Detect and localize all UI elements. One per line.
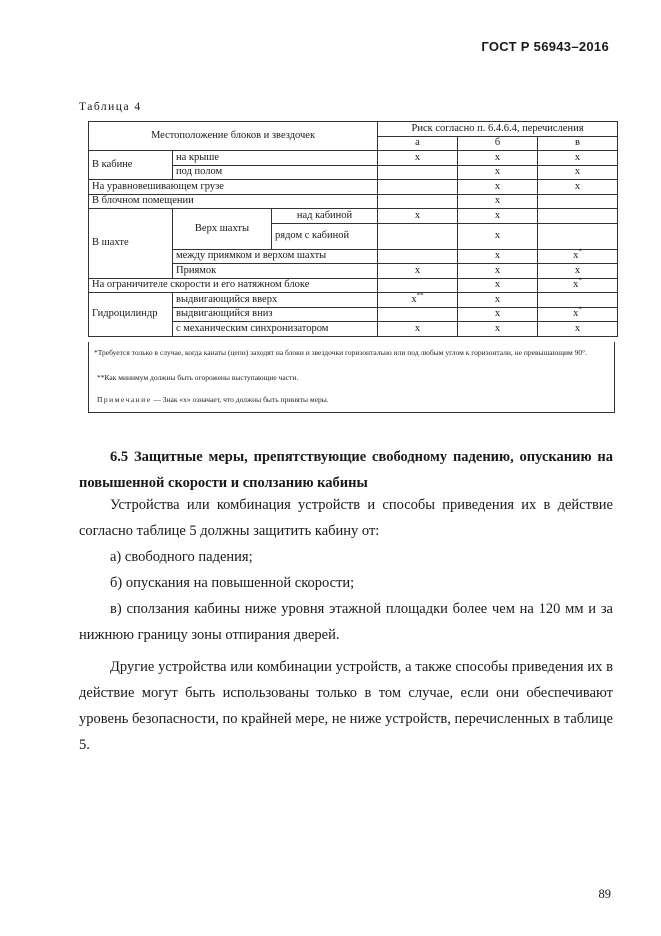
cell-pit: Приямок [173,264,378,279]
cell-mark: х [458,180,538,195]
table-row [89,194,618,209]
cell-floor: под полом [173,165,378,180]
cell-mark: х [458,307,538,322]
cell-shaft-top: Верх шахты [173,209,272,250]
table-row [89,151,618,166]
footnote-mark: ** [416,291,424,300]
cell-limiter: На ограничителе скорости и его натяжном блоке [89,278,378,293]
list-item-v: в) сползания кабины ниже уровня этажной площадки более чем на 120 мм и за нижнюю границу зоны отпирания дверей. [79,601,613,643]
cell-mark: х [538,264,618,279]
cell-empty [378,165,458,180]
table-row [89,278,618,293]
cell-counterweight: На уравновешивающем грузе [89,180,378,195]
cell-mark: х [458,249,538,264]
cell-hydro: Гидроцилиндр [89,293,173,337]
remark-label: Примечание [97,395,152,404]
cell-mark: х [538,322,618,337]
standard-header: ГОСТ Р 56943–2016 [481,39,609,54]
table-row [89,293,618,308]
cell-mark: х [458,293,538,308]
cell-empty [378,307,458,322]
header-a: а [378,136,458,151]
mark-text: х [573,279,579,291]
cell-mark-footnote [538,278,618,293]
paragraph-2: Другие устройства или комбинации устройств, а также способы приведения их в действие могут быть использованы только в том случае, если они обеспечивают уровень безопасности, по крайней мере, не ниже устройств, перечисленных в таблице 5. [79,659,613,753]
footnote-mark: * [578,305,582,314]
cell-mark: х [458,165,538,180]
cell-mark: х [458,209,538,224]
header-b: б [458,136,538,151]
header-risk: Риск согласно п. 6.4.6.4, перечисления [378,122,618,137]
cell-empty [378,180,458,195]
paragraph-1: Устройства или комбинация устройств и способы приведения их в действие согласно таблице 5 должны защитить кабину от: [79,497,613,539]
cell-empty [378,223,458,249]
cell-mark: х [538,180,618,195]
cell-mark-footnote [378,293,458,308]
cell-mark: х [378,209,458,224]
list-item-b: б) опускания на повышенной скорости; [110,575,355,591]
cell-mark: х [458,194,538,209]
cell-mark: х [378,151,458,166]
remark-text: — Знак «х» означает, что должны быть приняты меры. [153,395,329,404]
table-row [89,180,618,195]
cell-empty [538,223,618,249]
footnote-mark: * [578,247,582,256]
table-notes [88,342,615,413]
table-4 [88,121,618,337]
cell-roof: на крыше [173,151,378,166]
cell-near-cabin: рядом с кабиной [272,223,378,249]
cell-mark: х [538,165,618,180]
table-remark [97,395,329,405]
footnote-1: *Требуется только в случае, когда канаты (цепи) заходят на блоки и звездочки горизонтально или под любым углом к горизонтали, не превышающим 90°. [94,348,588,357]
list-item-a: а) свободного падения; [110,549,253,565]
mark-text: х [573,308,579,320]
mark-text: х [411,293,417,305]
cell-block-room: В блочном помещении [89,194,378,209]
cell-mark: х [458,278,538,293]
cell-mark: х [538,151,618,166]
header-location: Местоположение блоков и звездочек [89,122,378,151]
cell-empty [378,249,458,264]
cell-mark-footnote [538,249,618,264]
section-title: 6.5 Защитные меры, препятствующие свободному падению, опусканию на повышенной скорости и сползанию кабины [79,449,613,491]
cell-empty [378,194,458,209]
table-row [89,209,618,224]
cell-mark-footnote [538,307,618,322]
footnote-2: **Как минимум должны быть огорожены выступающие части. [97,373,299,382]
cell-mark: х [378,264,458,279]
table-caption: Таблица 4 [79,101,142,113]
cell-mark: х [458,151,538,166]
cell-cabin: В кабине [89,151,173,180]
cell-down: выдвигающийся вниз [173,307,378,322]
table-header-row [89,122,618,137]
page-number: 89 [598,887,611,901]
cell-mark: х [458,264,538,279]
mark-text: х [573,250,579,262]
cell-above-cabin: над кабиной [272,209,378,224]
cell-sync: с механическим синхронизатором [173,322,378,337]
cell-empty [538,209,618,224]
cell-between: между приямком и верхом шахты [173,249,378,264]
cell-up: выдвигающийся вверх [173,293,378,308]
cell-mark: х [458,322,538,337]
cell-mark: х [458,223,538,249]
header-v: в [538,136,618,151]
cell-shaft: В шахте [89,209,173,279]
cell-mark: х [378,322,458,337]
cell-empty [538,194,618,209]
footnote-mark: * [578,276,582,285]
